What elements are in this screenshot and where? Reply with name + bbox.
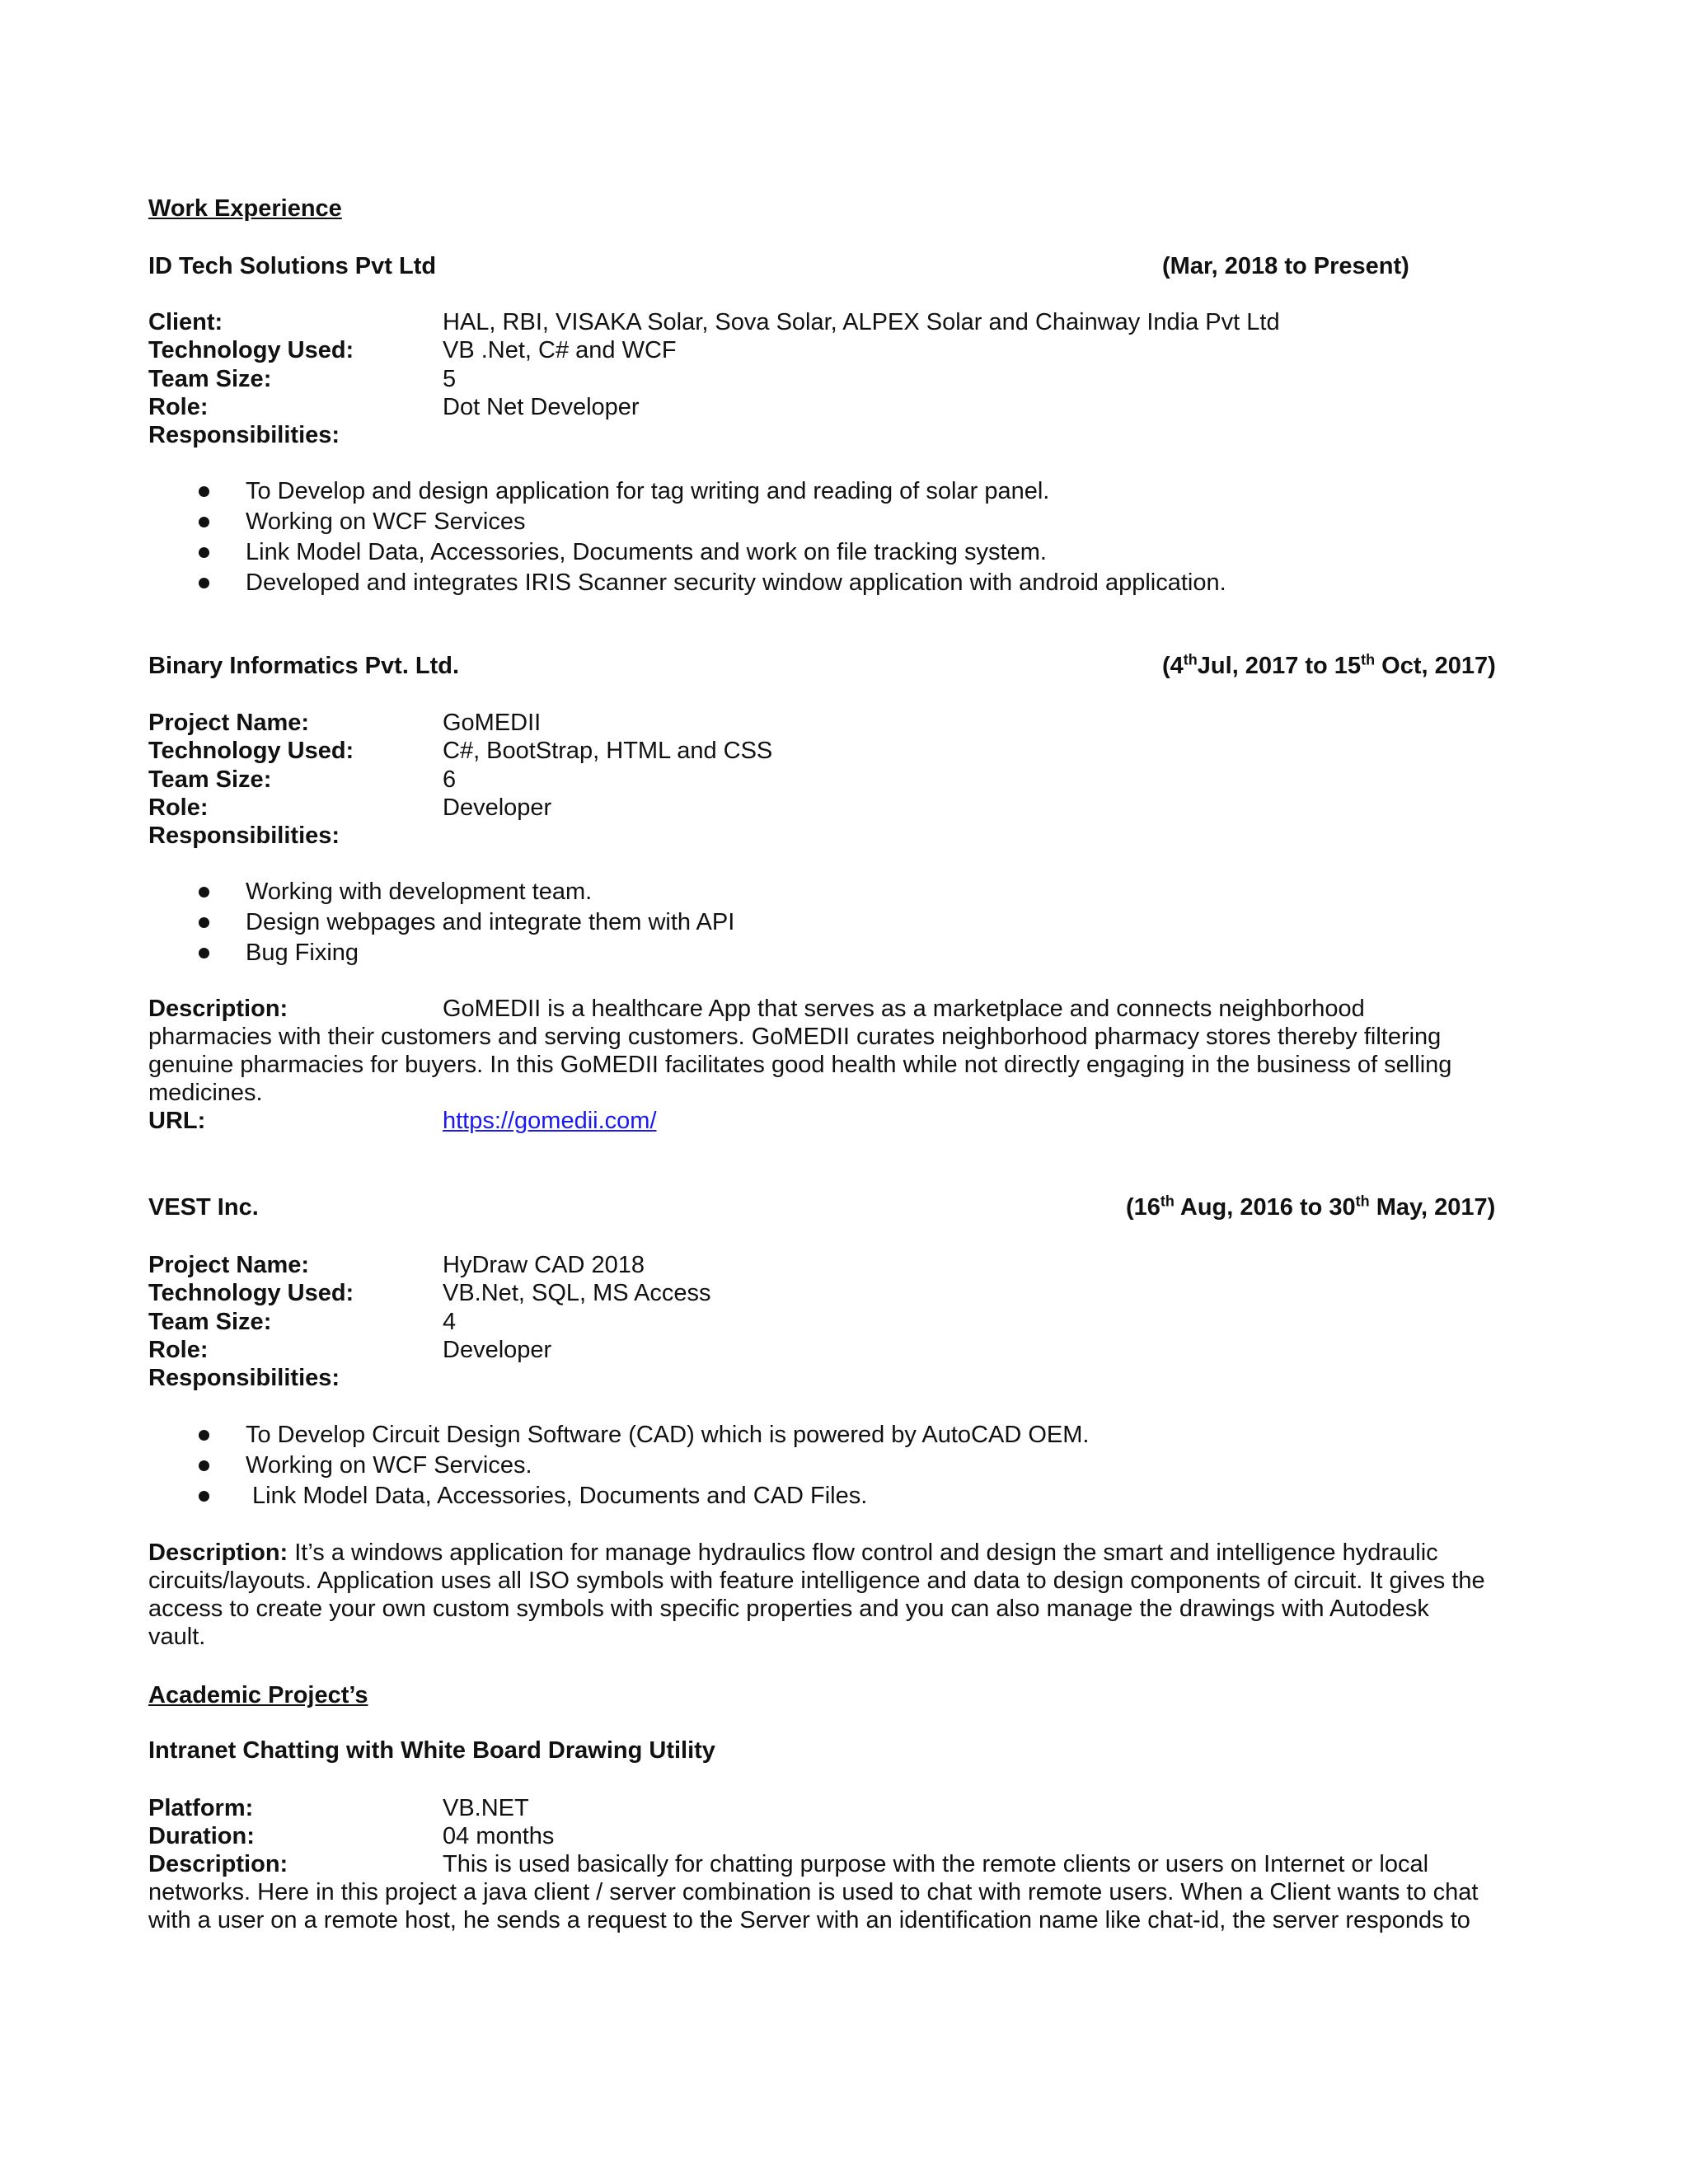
list-item: To Develop and design application for tag writing and reading of solar panel. — [246, 478, 1050, 504]
bullet-icon — [199, 486, 209, 497]
field-value: Dot Net Developer — [443, 394, 640, 420]
employment-period: (4thJul, 2017 to 15th Oct, 2017) — [1162, 651, 1496, 679]
field-value: VB.NET — [443, 1795, 529, 1821]
bullet-icon — [199, 547, 209, 558]
list-item: Link Model Data, Accessories, Documents and work on file tracking system. — [246, 539, 1047, 565]
field-label: Client: — [148, 309, 223, 335]
description-line: genuine pharmacies for buyers. In this GoMEDII facilitates good health while not directly engaging in the business of selling — [148, 1052, 1452, 1078]
description-line: This is used basically for chatting purpose with the remote clients or users on Internet or local — [443, 1851, 1429, 1877]
bullet-icon — [199, 948, 209, 958]
field-label: Team Size: — [148, 366, 272, 392]
company-name: ID Tech Solutions Pvt Ltd — [148, 253, 437, 279]
field-label: Platform: — [148, 1795, 254, 1821]
list-item: Bug Fixing — [246, 940, 359, 966]
list-item: To Develop Circuit Design Software (CAD) which is powered by AutoCAD OEM. — [246, 1422, 1090, 1448]
list-item: Working on WCF Services — [246, 509, 526, 535]
project-title: Intranet Chatting with White Board Drawing Utility — [148, 1737, 715, 1764]
field-label: Technology Used: — [148, 1280, 354, 1306]
field-value: Developer — [443, 1337, 552, 1363]
bullet-icon — [199, 517, 209, 527]
field-value: 6 — [443, 766, 457, 793]
field-value: C#, BootStrap, HTML and CSS — [443, 738, 773, 764]
field-label: Role: — [148, 394, 209, 420]
description-line: pharmacies with their customers and serving customers. GoMEDII curates neighborhood pharmacy stores thereby filtering — [148, 1024, 1442, 1050]
field-value: 04 months — [443, 1823, 555, 1849]
description-line: circuits/layouts. Application uses all ISO symbols with feature intelligence and data to design components of circuit. It gives the — [148, 1568, 1485, 1594]
list-item: Working with development team. — [246, 879, 593, 905]
list-item: Link Model Data, Accessories, Documents and CAD Files. — [246, 1483, 868, 1509]
employment-period: (16th Aug, 2016 to 30th May, 2017) — [1126, 1193, 1496, 1221]
field-value: GoMEDII — [443, 710, 542, 736]
company-name: VEST Inc. — [148, 1194, 259, 1221]
company-name: Binary Informatics Pvt. Ltd. — [148, 653, 460, 679]
description-line: Description: It’s a windows application for manage hydraulics flow control and design the smart and intelligence hydraulic — [148, 1540, 1438, 1566]
field-label: Technology Used: — [148, 337, 354, 363]
description-label: Description: — [148, 1851, 288, 1877]
project-url-link[interactable]: https://gomedii.com/ — [443, 1108, 657, 1134]
field-label: Project Name: — [148, 710, 310, 736]
description-line: networks. Here in this project a java client / server combination is used to chat with remote users. When a Client wants to chat — [148, 1879, 1479, 1905]
url-label: URL: — [148, 1108, 206, 1134]
field-label: Responsibilities: — [148, 823, 340, 849]
section-heading-work-experience: Work Experience — [148, 195, 342, 222]
description-label: Description: — [148, 1540, 288, 1566]
description-line: medicines. — [148, 1080, 263, 1106]
bullet-icon — [199, 1460, 209, 1471]
field-value: HAL, RBI, VISAKA Solar, Sova Solar, ALPEX Solar and Chainway India Pvt Ltd — [443, 309, 1280, 335]
employment-period: (Mar, 2018 to Present) — [1162, 253, 1409, 279]
description-line: vault. — [148, 1624, 206, 1650]
description-line: access to create your own custom symbols with specific properties and you can also manage the drawings with Autodesk — [148, 1596, 1429, 1622]
bullet-icon — [199, 578, 209, 588]
bullet-icon — [199, 917, 209, 928]
field-label: Responsibilities: — [148, 1365, 340, 1391]
list-item: Developed and integrates IRIS Scanner security window application with android application. — [246, 569, 1226, 596]
bullet-icon — [199, 1491, 209, 1502]
field-label: Duration: — [148, 1823, 255, 1849]
field-value: Developer — [443, 794, 552, 821]
field-label: Project Name: — [148, 1252, 310, 1278]
description-line: GoMEDII is a healthcare App that serves as a marketplace and connects neighborhood — [443, 996, 1365, 1022]
section-heading-academic: Academic Project’s — [148, 1682, 368, 1708]
field-label: Role: — [148, 1337, 209, 1363]
field-value: 5 — [443, 366, 457, 392]
field-label: Responsibilities: — [148, 422, 340, 448]
field-label: Role: — [148, 794, 209, 821]
list-item: Working on WCF Services. — [246, 1452, 532, 1479]
description-line: with a user on a remote host, he sends a request to the Server with an identification name like chat-id, the server responds to — [148, 1907, 1470, 1933]
bullet-icon — [199, 887, 209, 898]
field-value: VB.Net, SQL, MS Access — [443, 1280, 711, 1306]
field-label: Technology Used: — [148, 738, 354, 764]
bullet-icon — [199, 1430, 209, 1441]
description-label: Description: — [148, 996, 288, 1022]
field-label: Team Size: — [148, 1309, 272, 1335]
field-value: VB .Net, C# and WCF — [443, 337, 677, 363]
field-label: Team Size: — [148, 766, 272, 793]
field-value: HyDraw CAD 2018 — [443, 1252, 645, 1278]
list-item: Design webpages and integrate them with API — [246, 909, 735, 935]
field-value: 4 — [443, 1309, 457, 1335]
